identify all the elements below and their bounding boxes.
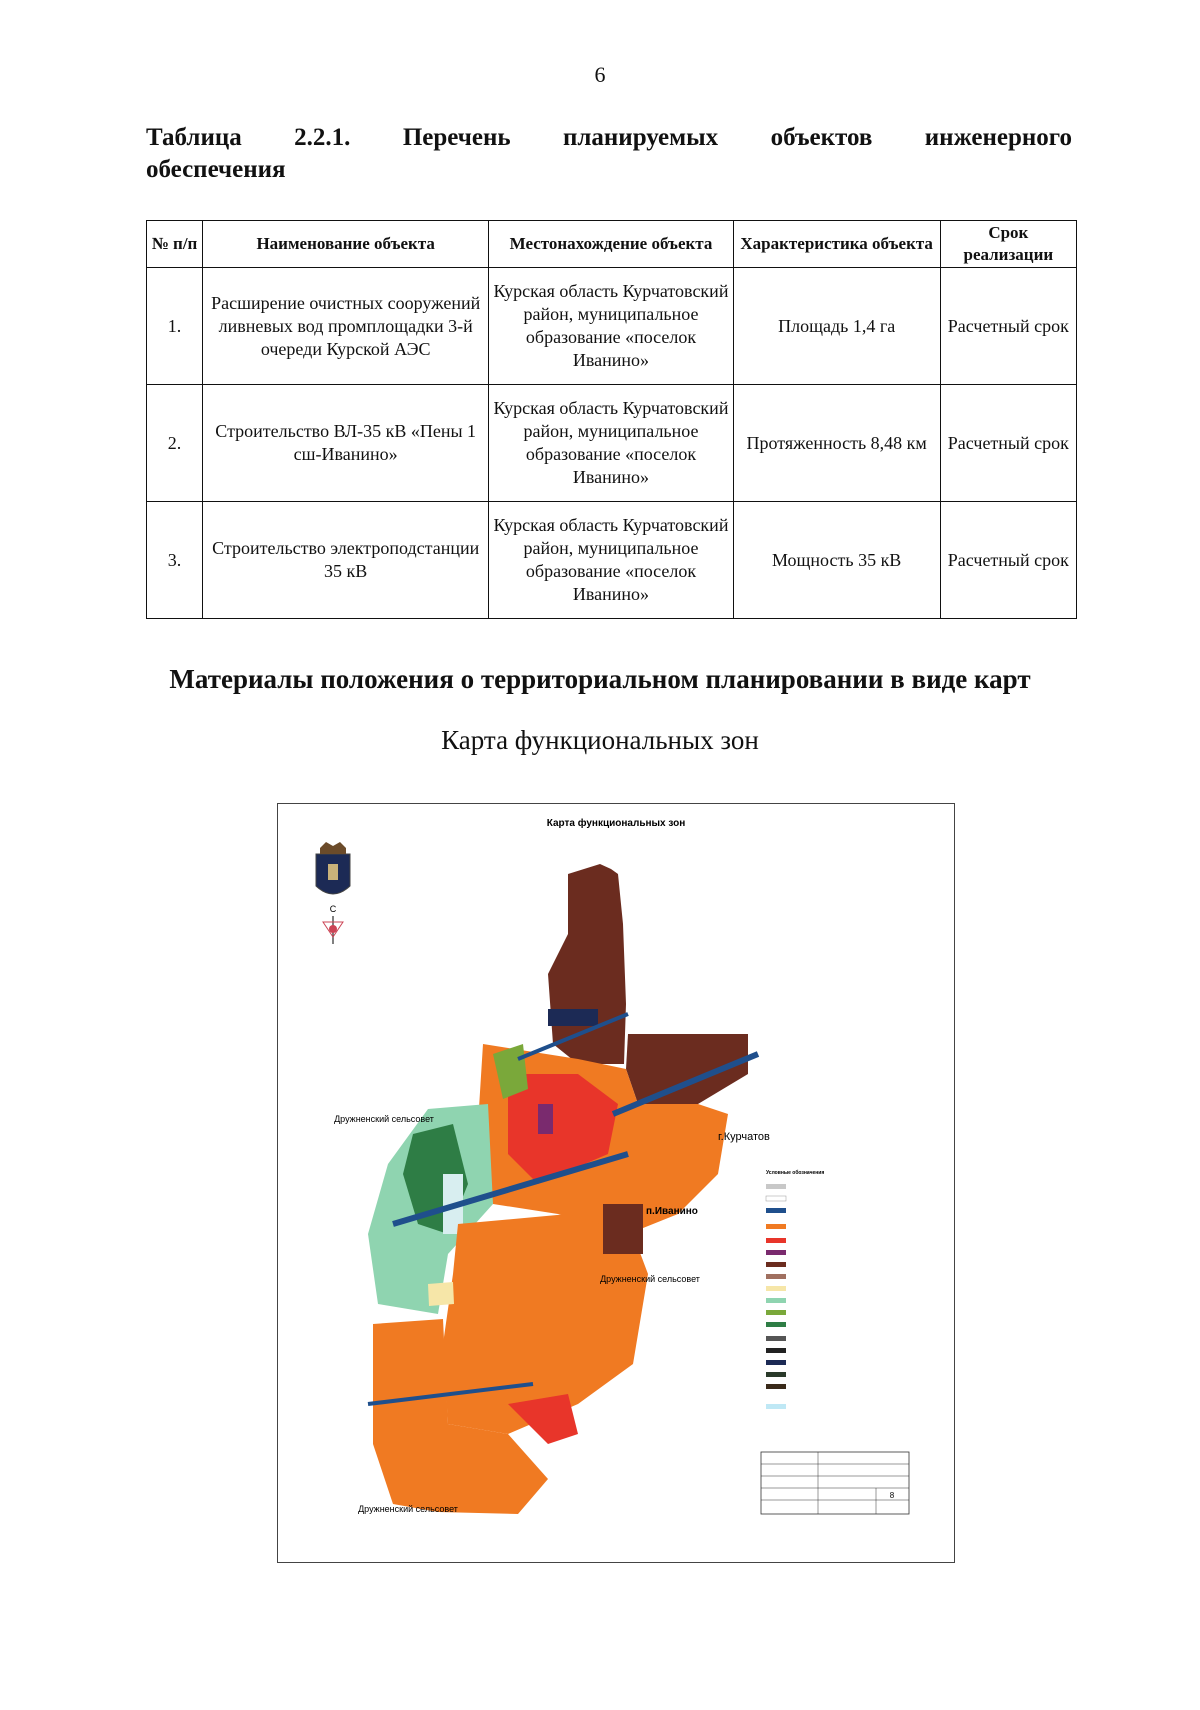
legend-title: Условные обозначения	[766, 1170, 825, 1176]
row-location: Курская область Курчатовский район, муниципальное образование «поселок Иванино»	[489, 502, 733, 619]
header-term: Срок реализации	[940, 221, 1076, 268]
label-kurchatov: г.Курчатов	[718, 1131, 770, 1143]
row-characteristic: Мощность 35 кВ	[733, 502, 940, 619]
row-name: Строительство электроподстанции 35 кВ	[203, 502, 489, 619]
title-block	[761, 1452, 909, 1514]
row-characteristic: Площадь 1,4 га	[733, 268, 940, 385]
row-location: Курская область Курчатовский район, муниципальное образование «поселок Иванино»	[489, 385, 733, 502]
label-druzhenskiy-e: Дружненский сельсовет	[600, 1274, 700, 1284]
map-legend	[766, 1169, 824, 1409]
engineering-objects-table	[146, 220, 1077, 619]
table-caption-line1: Таблица 2.2.1. Перечень планируемых объектов инженерного	[146, 124, 1072, 151]
map-zones	[368, 864, 748, 1514]
row-term: Расчетный срок	[940, 502, 1076, 619]
header-characteristic: Характеристика объекта	[733, 221, 940, 268]
table-caption	[146, 122, 1072, 186]
table-row	[147, 268, 1077, 385]
table-row	[147, 502, 1077, 619]
row-term: Расчетный срок	[940, 385, 1076, 502]
section-heading: Материалы положения о территориальном планировании в виде карт	[169, 664, 1031, 694]
header-name: Наименование объекта	[203, 221, 489, 268]
row-characteristic: Протяженность 8,48 км	[733, 385, 940, 502]
header-number: № п/п	[147, 221, 203, 268]
map-drawing	[278, 804, 954, 1562]
label-druzhenskiy-nw: Дружненский сельсовет	[334, 1114, 434, 1124]
label-ivanino: п.Иванино	[646, 1206, 698, 1217]
table-row	[147, 385, 1077, 502]
page-number: 6	[594, 62, 606, 87]
row-name: Расширение очистных сооружений ливневых вод промплощадки 3-й очереди Курской АЭС	[203, 268, 489, 385]
row-location: Курская область Курчатовский район, муниципальное образование «поселок Иванино»	[489, 268, 733, 385]
row-term: Расчетный срок	[940, 268, 1076, 385]
label-druzhenskiy-sw: Дружненский сельсовет	[358, 1504, 458, 1514]
header-location: Местонахождение объекта	[489, 221, 733, 268]
stamp-sheet-number: 8	[889, 1491, 895, 1500]
table-header-row	[147, 221, 1077, 268]
table-caption-line2: обеспечения	[146, 156, 286, 183]
row-number: 1.	[147, 268, 203, 385]
north-arrow-icon	[323, 904, 343, 944]
row-name: Строительство ВЛ-35 кВ «Пены 1 сш-Иванино»	[203, 385, 489, 502]
coat-of-arms-icon	[316, 842, 350, 894]
map-caption: Карта функциональных зон	[441, 725, 759, 755]
map-title: Карта функциональных зон	[546, 818, 686, 829]
row-number: 3.	[147, 502, 203, 619]
north-letter: С	[329, 904, 337, 914]
legend-swatches	[766, 1184, 786, 1409]
row-number: 2.	[147, 385, 203, 502]
functional-zones-map	[277, 803, 955, 1563]
